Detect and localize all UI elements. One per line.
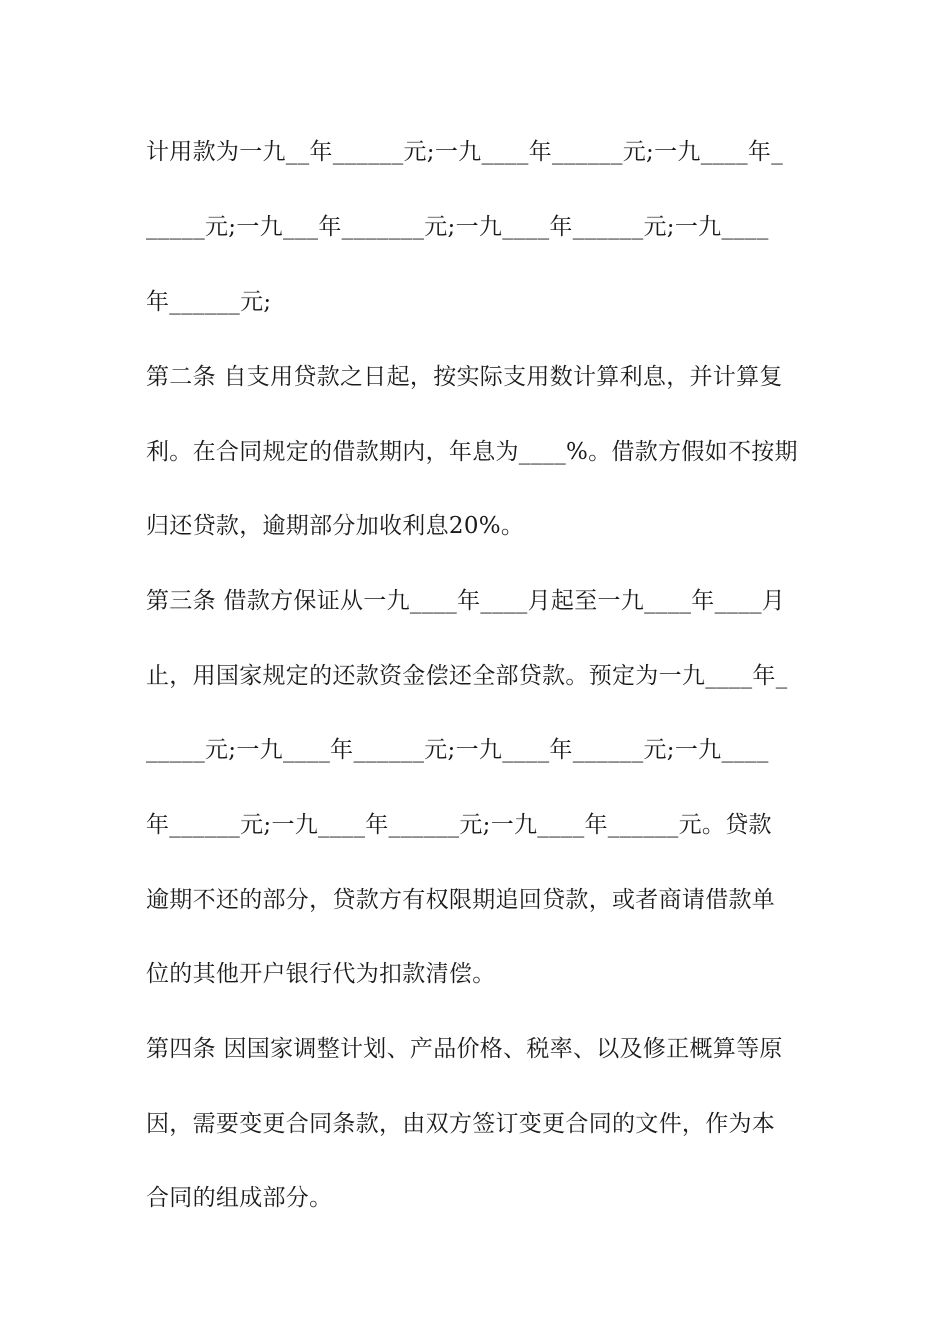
text-line: _____元;一九___年_______元;一九____年______元;一九____ (146, 214, 769, 240)
text-line: 利。在合同规定的借款期内，年息为____%。借款方假如不按期 (146, 439, 798, 465)
text-line: 计用款为一九__年______元;一九____年______元;一九____年_ (146, 139, 783, 165)
text-line: 逾期不还的部分，贷款方有权限期追回贷款，或者商请借款单 (146, 887, 776, 913)
text-line: 合同的组成部分。 (146, 1185, 333, 1211)
article-4-heading-line: 第四条 因国家调整计划、产品价格、税率、以及修正概算等原 (146, 1036, 783, 1062)
text-line: 年______元;一九____年______元;一九____年______元。贷款 (146, 812, 772, 838)
text-line: 归还贷款，逾期部分加收利息20%。 (146, 513, 525, 539)
article-2-heading-line: 第二条 自支用贷款之日起，按实际支用数计算利息，并计算复 (146, 364, 783, 390)
text-line: 止，用国家规定的还款资金偿还全部贷款。预定为一九____年_ (146, 663, 788, 689)
text-line: 位的其他开户银行代为扣款清偿。 (146, 961, 496, 987)
text-line: _____元;一九____年______元;一九____年______元;一九____ (146, 737, 769, 763)
article-3-heading-line: 第三条 借款方保证从一九____年____月起至一九____年____月 (146, 588, 786, 614)
text-line: 年______元; (146, 289, 272, 315)
text-line: 因，需要变更合同条款，由双方签订变更合同的文件，作为本 (146, 1111, 776, 1137)
